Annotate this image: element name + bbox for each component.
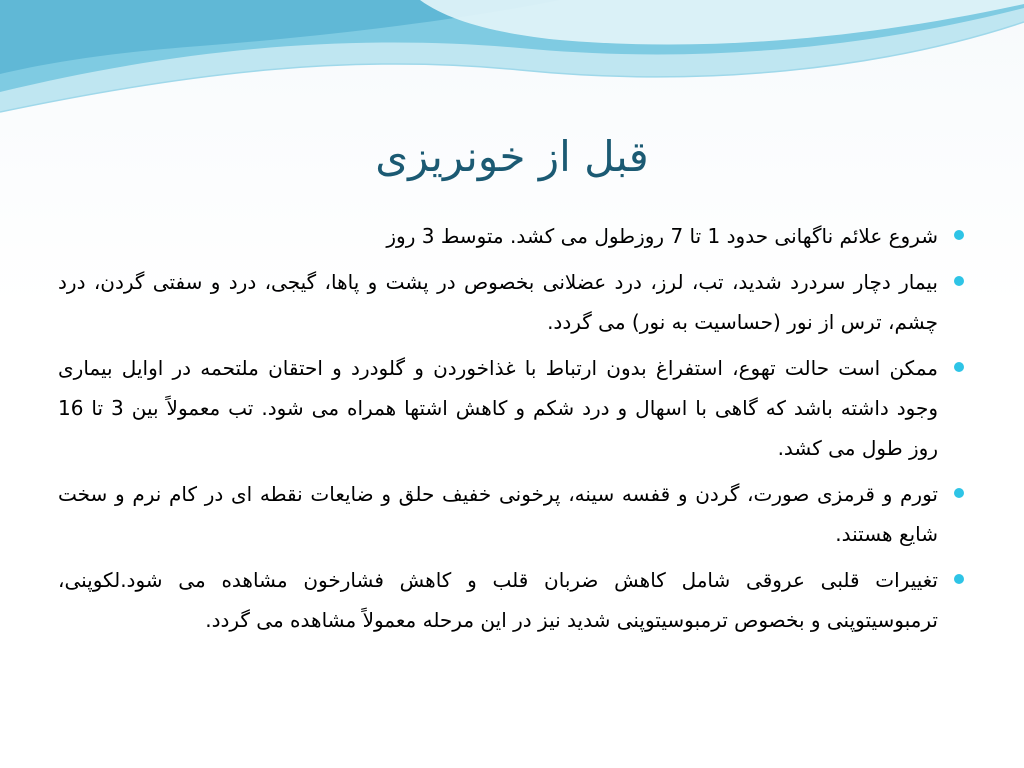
slide-title: قبل از خونریزی: [375, 132, 649, 181]
header-wave-decoration: [0, 0, 1024, 130]
bullet-item: بیمار دچار سردرد شدید، تب، لرز، درد عضلانی بخصوص در پشت و پاها، گیجی، درد و سفتی گردن، درد چشم، ترس از نور (حساسیت به نور) می گردد.: [58, 262, 964, 342]
bullet-item: تغییرات قلبی عروقی شامل کاهش ضربان قلب و کاهش فشارخون مشاهده می شود.لکوپنی، ترمبوسیتوپنی و بخصوص ترمبوسیتوپنی شدید نیز در این مرحله معمولاً مشاهده می گردد.: [58, 560, 964, 640]
bullet-item: ممکن است حالت تهوع، استفراغ بدون ارتباط با غذاخوردن و گلودرد و احتقان ملتحمه در اوایل بیماری وجود داشته باشد که گاهی با اسهال و درد شکم و کاهش اشتها همراه می شود. تب معمولاً بین 3 تا 16 روز طول می کشد.: [58, 348, 964, 468]
bullet-item: شروع علائم ناگهانی حدود 1 تا 7 روزطول می کشد. متوسط 3 روز: [58, 216, 964, 256]
bullet-list: [58, 216, 964, 646]
bullet-item: تورم و قرمزی صورت، گردن و قفسه سینه، پرخونی خفیف حلق و ضایعات نقطه ای در کام نرم و سخت شایع هستند.: [58, 474, 964, 554]
